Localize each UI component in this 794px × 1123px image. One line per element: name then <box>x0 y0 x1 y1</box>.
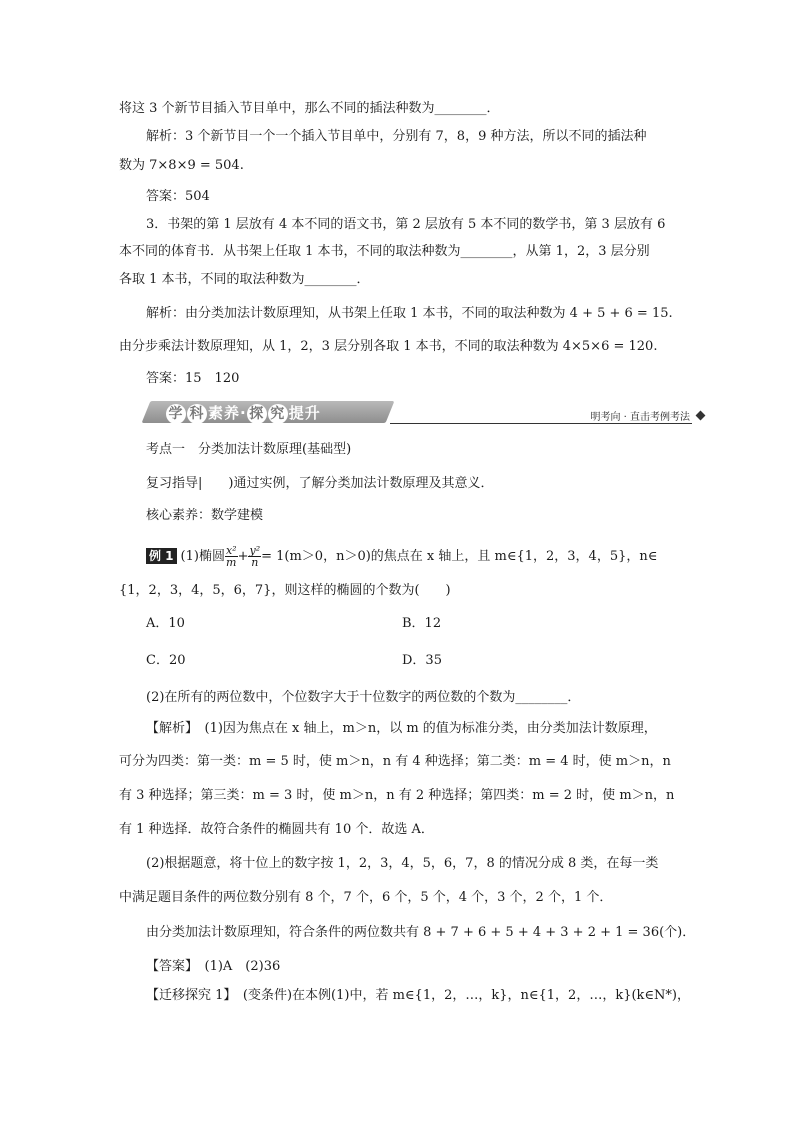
fraction-denominator: m <box>226 556 237 569</box>
fraction-numerator: y² <box>249 544 261 557</box>
banner-char: 科 <box>187 404 207 424</box>
example-1-line <box>146 544 657 570</box>
analysis-text: 有 1 种选择．故符合条件的椭圆共有 10 个．故选 A． <box>119 822 434 837</box>
banner-char: 素养· <box>208 404 247 422</box>
banner-char: 究 <box>268 404 288 424</box>
fraction <box>248 545 261 568</box>
analysis-text: 有 3 种选择；第三类：m = 3 时，使 m＞n，n 有 2 种选择；第四类：m = 2 时，使 m＞n，n <box>119 788 675 803</box>
extension-1-text: 【迁移探究 1】 (变条件)在本例(1)中，若 m∈{1，2，…，k}，n∈{1，2，…，k}(k∈N*)， <box>146 988 690 1003</box>
banner-subtitle: 明考向 · 直击考例考法 <box>590 412 690 423</box>
solution-text: 解析：由分类加法计数原理知，从书架上任取 1 本书，不同的取法种数为 4 + 5 + 6 = 15. <box>146 306 673 321</box>
diamond-icon <box>696 411 706 421</box>
analysis-text: 由分类加法计数原理知，符合条件的两位数共有 8 + 7 + 6 + 5 + 4 + 3 + 2 + 1 = 36(个)． <box>146 925 696 940</box>
problem-2-continuation: 将这 3 个新节目插入节目单中，那么不同的插法种数为________． <box>119 101 500 116</box>
topic-heading: 考点一 分类加法计数原理(基础型) <box>146 442 352 457</box>
banner-char: 学 <box>166 404 186 424</box>
example-part-2: (2)在所有的两位数中，个位数字大于十位数字的两位数的个数为________． <box>146 690 581 705</box>
example-text: = 1(m＞0，n＞0)的焦点在 x 轴上，且 m∈{1，2，3，4，5}，n∈ <box>261 549 658 564</box>
fraction <box>225 545 238 568</box>
answer-text: 答案：504 <box>146 189 210 204</box>
answer-text: 答案：15 120 <box>146 371 240 386</box>
solution-text: 数为 7×8×9 = 504. <box>119 158 244 173</box>
fraction-denominator: n <box>251 556 259 569</box>
option-c: C．20 <box>146 653 186 668</box>
problem-3-text: 3．书架的第 1 层放有 4 本不同的语文书，第 2 层放有 5 本不同的数学书，第 3 层放有 6 <box>146 217 666 232</box>
analysis-text: 中满足题目条件的两位数分别有 8 个，7 个，6 个，5 个，4 个，3 个，2 个，1 个． <box>119 890 613 905</box>
plus-sign: + <box>237 549 249 564</box>
example-text: (1)椭圆 <box>180 549 225 564</box>
banner-char: 探 <box>247 404 267 424</box>
solution-text: 由分步乘法计数原理知，从 1，2，3 层分别各取 1 本书，不同的取法种数为 4×5×6 = 120. <box>119 339 658 354</box>
answer-text: 【答案】 (1)A (2)36 <box>146 959 281 974</box>
option-b: B．12 <box>402 616 442 631</box>
example-text: {1，2，3，4，5，6，7}，则这样的椭圆的个数为( ) <box>119 583 451 598</box>
banner-char: 提升 <box>288 404 321 422</box>
example-badge: 例 1 <box>146 548 177 564</box>
problem-3-text: 本不同的体育书．从书架上任取 1 本书，不同的取法种数为________，从第 1，2，3 层分别 <box>119 244 650 259</box>
analysis-text: (2)根据题意，将十位上的数字按 1，2，3，4，5，6，7，8 的情况分成 8 类，在每一类 <box>146 856 659 871</box>
analysis-text: 可分为四类：第一类：m = 5 时，使 m＞n，n 有 4 种选择；第二类：m = 4 时，使 m＞n，n <box>119 754 671 769</box>
core-literacy: 核心素养：数学建模 <box>146 508 264 523</box>
analysis-text: 【解析】 (1)因为焦点在 x 轴上，m＞n，以 m 的值为标准分类，由分类加法计数原理， <box>146 721 657 736</box>
option-d: D．35 <box>402 653 442 668</box>
review-guide: 复习指导| )通过实例，了解分类加法计数原理及其意义． <box>146 476 494 491</box>
problem-3-text: 各取 1 本书，不同的取法种数为________． <box>119 272 370 287</box>
banner-title <box>166 402 321 424</box>
fraction-numerator: x² <box>225 544 237 557</box>
option-a: A．10 <box>146 616 185 631</box>
banner-rule <box>390 423 692 424</box>
solution-text: 解析：3 个新节目一个一个插入节目单中，分别有 7，8，9 种方法，所以不同的插法种 <box>146 129 647 144</box>
section-banner <box>146 399 706 427</box>
